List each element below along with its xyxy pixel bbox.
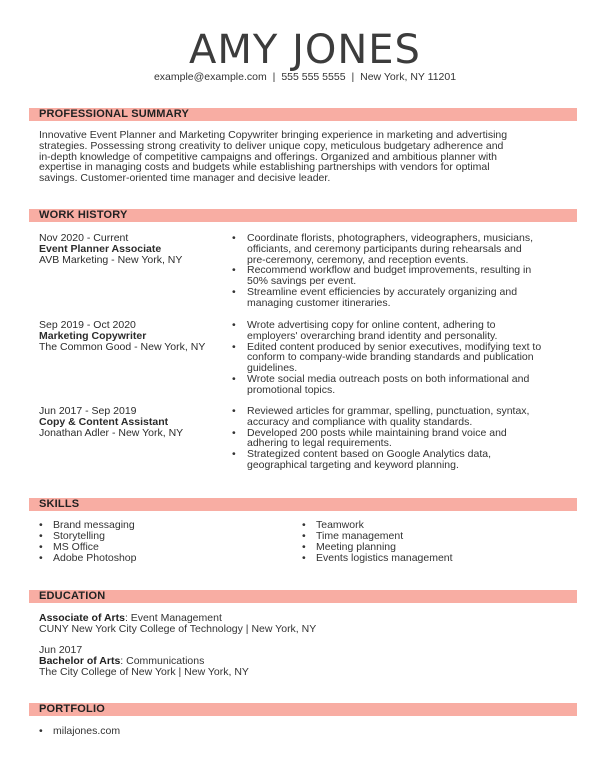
bullet-line: • Developed 200 posts while maintaining brand voice and [247,426,507,439]
contact-location: New York, NY 11201 [360,71,457,83]
skill-item: • MS Office [39,542,279,553]
job-dates: Jun 2017 - Sep 2019 [39,405,137,417]
education-location: | New York, NY [175,666,249,678]
summary-line: expertise in managing costs and budgets while establishing partnerships with vendors for optimal [39,161,490,174]
education-degree: Associate of Arts [39,612,125,624]
job-title: Marketing Copywriter [39,330,147,342]
bullet-line: • Streamline event efficiencies by accurately organizing and [247,285,518,298]
job-company: Jonathan Adler - New York, NY [39,427,184,439]
portfolio-link[interactable]: • milajones.com [39,726,279,737]
job-title: Copy & Content Assistant [39,416,169,428]
job-bullets [232,320,572,396]
section-title-portfolio: PORTFOLIO [39,703,105,715]
bullet-line: • Recommend workflow and budget improvements, resulting in [247,264,532,277]
summary-line: savings. Customer-oriented time manager and decisive leader. [39,172,331,185]
job-bullet [232,449,572,471]
bullet-line: officiants, and ceremony participants during rehearsals and [247,242,522,255]
education-field: : Communications [120,655,205,667]
education-field: : Event Management [124,612,222,624]
job-info [39,320,219,353]
skills-list-left [39,520,279,564]
job-bullet [232,320,572,342]
education-school: The City College of New York [39,666,176,678]
education-school: CUNY New York City College of Technology [39,623,243,635]
portfolio-list [39,726,279,737]
job-bullets [232,233,572,309]
skill-item: • Time management [302,531,542,542]
bullet-line: guidelines. [247,362,298,375]
skill-item: • Meeting planning [302,542,542,553]
section-title-work: WORK HISTORY [39,209,128,221]
job-bullet [232,287,572,309]
section-bar-skills [29,498,577,511]
section-title-summary: PROFESSIONAL SUMMARY [39,108,190,120]
job-bullets [232,406,572,471]
bullet-line: geographical targeting and keyword planning. [247,458,459,471]
education-location: | New York, NY [242,623,317,635]
skill-item: • Teamwork [302,520,542,531]
contact-line [0,71,610,84]
job-info [39,233,219,266]
skill-item: • Events logistics management [302,553,542,564]
contact-separator: | [272,71,276,83]
bullet-line: • Wrote advertising copy for online content, adhering to [247,319,496,331]
education-school-line [39,624,539,635]
job-company: The Common Good - New York, NY [39,341,206,353]
job-bullet [232,428,572,450]
bullet-line: • Coordinate florists, photographers, videographers, musicians, [247,232,533,244]
contact-phone: 555 555 5555 [281,71,346,83]
bullet-line: • Reviewed articles for grammar, spelling, punctuation, syntax, [247,405,530,417]
job-dates: Nov 2020 - Current [39,232,129,244]
section-bar-education [29,590,577,603]
education-date: Jun 2017 [39,644,83,656]
summary-line: Innovative Event Planner and Marketing Copywriter bringing experience in marketing and advertising [39,129,508,141]
job-bullet [232,406,572,428]
contact-separator: | [351,71,355,83]
job-title: Event Planner Associate [39,243,162,255]
section-title-education: EDUCATION [39,590,106,602]
bullet-line: • Strategized content based on Google Analytics data, [247,448,491,461]
bullet-line: adhering to legal requirements. [247,437,392,450]
skill-item: • Brand messaging [39,520,279,531]
job-bullet [232,342,572,374]
candidate-name: AMY JONES [189,27,421,73]
job-bullet [232,233,572,265]
section-title-skills: SKILLS [39,498,80,510]
education-school-line [39,667,539,678]
bullet-line: • Wrote social media outreach posts on both informational and [247,372,530,385]
education-degree: Bachelor of Arts [39,655,121,667]
education-entry [39,645,539,678]
skill-item: • Adobe Photoshop [39,553,279,564]
job-dates: Sep 2019 - Oct 2020 [39,319,136,331]
job-bullet [232,265,572,287]
education-entry [39,613,539,635]
bullet-line: pre-ceremony, ceremony, and reception events. [247,253,469,266]
contact-email: example@example.com [153,71,267,83]
job-company: AVB Marketing - New York, NY [39,254,183,266]
job-info [39,406,219,439]
summary-text [39,130,569,184]
bullet-line: accuracy and compliance with quality standards. [247,415,473,428]
bullet-line: employers' overarching brand identity and personality. [247,329,498,342]
bullet-line: promotional topics. [247,383,336,396]
skills-list-right [302,520,542,564]
skill-item: • Storytelling [39,531,279,542]
bullet-line: • Edited content produced by senior executives, modifying text to [247,340,542,353]
summary-line: in-depth knowledge of competitive campaigns and offerings. Organized and ambitious planner with [39,150,497,163]
job-bullet [232,374,572,396]
bullet-line: conform to company-wide branding standards and publication [247,351,534,364]
summary-line: strategies. Possessing strong creativity to deliver unique copy, meticulous budgetary adherence and [39,139,504,152]
bullet-line: managing customer itineraries. [247,296,391,309]
section-bar-portfolio [29,703,577,716]
bullet-line: 50% savings per event. [247,275,357,288]
